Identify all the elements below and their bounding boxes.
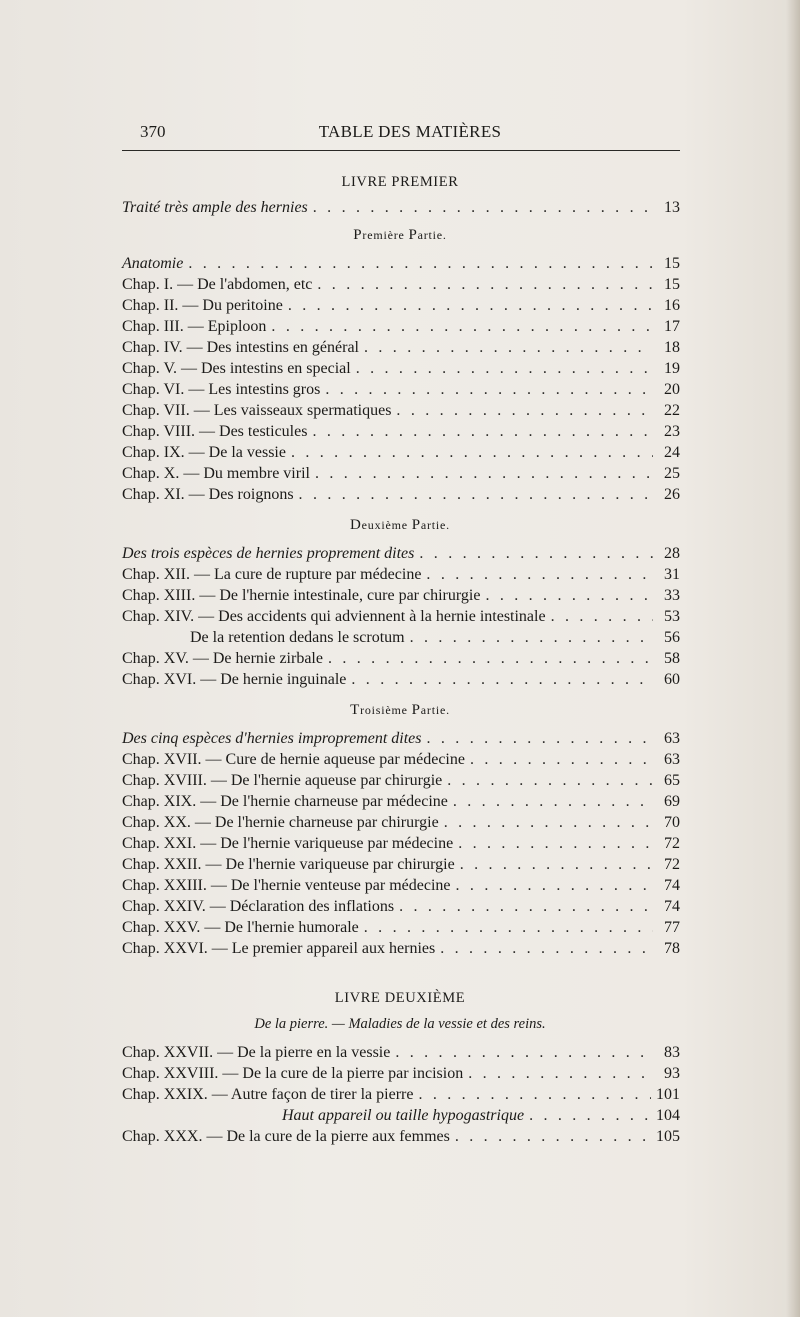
toc-entry: Chap. XI. — Des roignons . . . 26 [122, 484, 680, 506]
toc-entry: Chap. XXVII. — De la pierre en la vessie . . . 83 [122, 1042, 680, 1064]
toc-entry: Chap. XXI. — De l'hernie variqueuse par médecine . . . 72 [122, 833, 680, 855]
toc-entry: Chap. XII. — La cure de rupture par médecine . . . 31 [122, 564, 680, 586]
toc-entry: Chap. VI. — Les intestins gros . . . 20 [122, 379, 680, 401]
toc-entry: Chap. I. — De l'abdomen, etc . . . 15 [122, 274, 680, 296]
toc-entry: Haut appareil ou taille hypogastrique . . . 104 [282, 1105, 680, 1127]
toc-entry: Chap. XVI. — De hernie inguinale . . . 60 [122, 669, 680, 691]
toc-entry: Chap. XXX. — De la cure de la pierre aux femmes . . . 105 [122, 1126, 680, 1148]
toc-entry: Chap. XV. — De hernie zirbale . . . 58 [122, 648, 680, 670]
part-heading-deuxieme: Deuxième Partie. [350, 517, 450, 533]
toc-entry [122, 197, 680, 219]
toc-entry: Chap. V. — Des intestins en special . . . 19 [122, 358, 680, 380]
toc-entry-label: Traité très ample des hernies [122, 199, 308, 216]
toc-entry: Chap. XVIII. — De l'hernie aqueuse par chirurgie . . . 65 [122, 770, 680, 792]
toc-entry: Chap. XIII. — De l'hernie intestinale, cure par chirurgie . . . 33 [122, 585, 680, 607]
livre-deuxieme-heading: LIVRE DEUXIÈME [334, 990, 466, 1006]
toc-entry: Chap. VIII. — Des testicules . . . 23 [122, 421, 680, 443]
toc-entry: Des cinq espèces d'hernies improprement dites . . . 63 [122, 728, 680, 750]
toc-entry: Chap. XXIX. — Autre façon de tirer la pierre . . . 101 [122, 1084, 680, 1106]
page-number: 370 [140, 122, 166, 141]
toc-entry: Chap. III. — Epiploon . . . 17 [122, 316, 680, 338]
running-header [140, 122, 680, 144]
toc-entry: Des trois espèces de hernies proprement dites . . . 28 [122, 543, 680, 565]
toc-entry: Chap. XIV. — Des accidents qui adviennent à la hernie intestinale . . . 53 [122, 606, 680, 628]
running-title: TABLE DES MATIÈRES [318, 122, 502, 141]
toc-entry-page: 13 [664, 199, 680, 216]
toc-entry: Chap. XXV. — De l'hernie humorale . . . 77 [122, 917, 680, 939]
livre-deuxieme-subtitle: De la pierre. — Maladies de la vessie et des reins. [254, 1016, 546, 1032]
toc-entry: De la retention dedans le scrotum . . . 56 [190, 627, 680, 649]
toc-entry: Chap. XIX. — De l'hernie charneuse par médecine . . . 69 [122, 791, 680, 813]
part-heading-premiere: Première Partie. [353, 227, 447, 243]
livre-premier-heading: LIVRE PREMIER [341, 174, 459, 190]
toc-entry: Chap. XXIV. — Déclaration des inflations . . . 74 [122, 896, 680, 918]
toc-entry: Anatomie . . . 15 [122, 253, 680, 275]
toc-entry: Chap. XVII. — Cure de hernie aqueuse par médecine . . . 63 [122, 749, 680, 771]
toc-entry: Chap. XXIII. — De l'hernie venteuse par médecine . . . 74 [122, 875, 680, 897]
toc-entry: Chap. XXVIII. — De la cure de la pierre par incision . . . 93 [122, 1063, 680, 1085]
toc-entry: Chap. XXVI. — Le premier appareil aux hernies . . . 78 [122, 938, 680, 960]
toc-entry: Chap. XXII. — De l'hernie variqueuse par chirurgie . . . 72 [122, 854, 680, 876]
toc-entry: Chap. VII. — Les vaisseaux spermatiques . . . 22 [122, 400, 680, 422]
part-heading-troisieme: Troisième Partie. [350, 702, 450, 718]
toc-entry: Chap. IX. — De la vessie . . . 24 [122, 442, 680, 464]
toc-entry: Chap. IV. — Des intestins en général . . . 18 [122, 337, 680, 359]
toc-entry: Chap. II. — Du peritoine . . . 16 [122, 295, 680, 317]
page-edge-shadow [786, 0, 800, 1317]
header-rule [122, 150, 680, 151]
toc-entry: Chap. XX. — De l'hernie charneuse par chirurgie . . . 70 [122, 812, 680, 834]
toc-entry: Chap. X. — Du membre viril . . . 25 [122, 463, 680, 485]
